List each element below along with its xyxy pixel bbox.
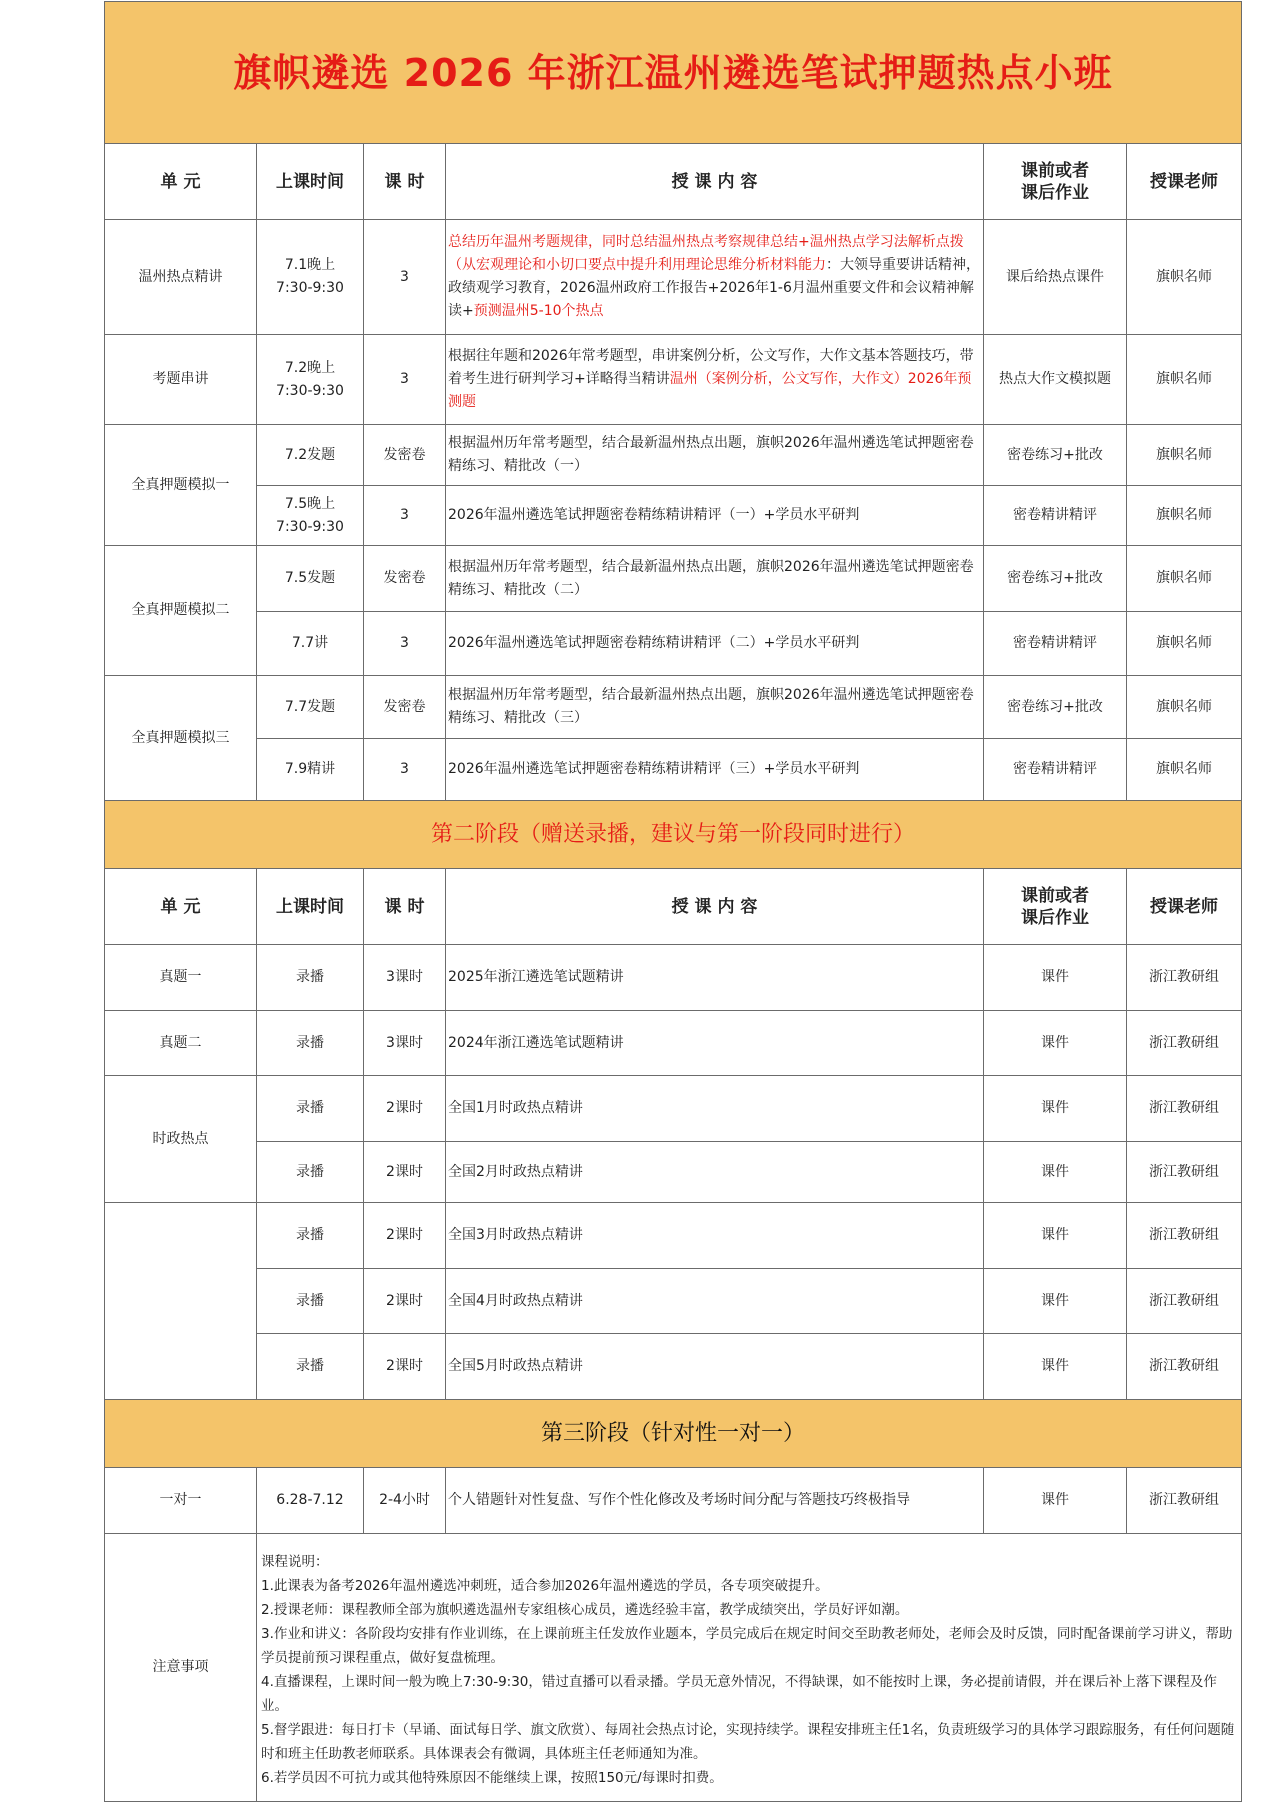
- hours-cell: 发密卷: [364, 425, 446, 486]
- content-cell: [446, 335, 984, 425]
- content-cell: 全国1月时政热点精讲: [446, 1076, 984, 1142]
- teacher-cell: 旗帜名师: [1127, 425, 1242, 486]
- teacher-cell: 旗帜名师: [1127, 739, 1242, 801]
- teacher-cell: 浙江教研组: [1127, 1468, 1242, 1534]
- homework-cell: 密卷精讲精评: [984, 486, 1127, 546]
- time-cell: 7.5发题: [257, 546, 364, 612]
- teacher-cell: 浙江教研组: [1127, 1334, 1242, 1400]
- time-cell: [257, 486, 364, 546]
- note-item: 1.此课表为备考2026年温州遴选冲刺班，适合参加2026年温州遴选的学员，各专项突破提升。: [261, 1578, 829, 1594]
- time-cell: 7.9精讲: [257, 739, 364, 801]
- content-cell: 2025年浙江遴选笔试题精讲: [446, 945, 984, 1011]
- content-highlight: 温州（案例分析，公文写作，大作文）2026年预测题: [448, 371, 972, 410]
- unit-cell: 全真押题模拟三: [105, 676, 257, 801]
- time-line: 7:30-9:30: [276, 280, 344, 296]
- hours-cell: 3: [364, 486, 446, 546]
- header-unit: 单 元: [105, 869, 257, 945]
- time-cell: 录播: [257, 1142, 364, 1203]
- hours-cell: 2-4小时: [364, 1468, 446, 1534]
- time-line: 7:30-9:30: [276, 518, 344, 535]
- hours-cell: 发密卷: [364, 546, 446, 612]
- header-time: 上课时间: [257, 144, 364, 220]
- note-item: 6.若学员因不可抗力或其他特殊原因不能继续上课，按照150元/每课时扣费。: [261, 1770, 723, 1786]
- homework-cell: 课件: [984, 1334, 1127, 1400]
- hours-cell: 3: [364, 612, 446, 676]
- note-item: 4.直播课程，上课时间一般为晚上7:30-9:30，错过直播可以看录播。学员无意外情况，不得缺课，如不能按时上课，务必提前请假，并在课后补上落下课程及作业。: [261, 1674, 1217, 1714]
- content-highlight: 预测温州5-10个热点: [473, 303, 604, 319]
- notes-row: [105, 1534, 1242, 1802]
- homework-cell: 课件: [984, 1142, 1127, 1203]
- unit-cell: 一对一: [105, 1468, 257, 1534]
- teacher-cell: 浙江教研组: [1127, 1269, 1242, 1334]
- hours-cell: 3课时: [364, 945, 446, 1011]
- course-notes: [257, 1534, 1242, 1802]
- table-row: [105, 546, 1242, 612]
- time-line: 7.5晚上: [284, 495, 336, 512]
- homework-cell: 课件: [984, 1468, 1127, 1534]
- teacher-cell: 旗帜名师: [1127, 335, 1242, 425]
- table-row: [105, 486, 1242, 546]
- hours-cell: 3: [364, 739, 446, 801]
- hours-cell: 2课时: [364, 1142, 446, 1203]
- header-teacher: 授课老师: [1127, 869, 1242, 945]
- content-cell: 根据温州历年常考题型，结合最新温州热点出题，旗帜2026年温州遴选笔试押题密卷精练习、精批改（一）: [446, 425, 984, 486]
- time-cell: 录播: [257, 1203, 364, 1269]
- time-cell: [257, 220, 364, 335]
- time-cell: 录播: [257, 1334, 364, 1400]
- homework-cell: 密卷精讲精评: [984, 612, 1127, 676]
- content-cell: 根据温州历年常考题型，结合最新温州热点出题，旗帜2026年温州遴选笔试押题密卷精练习、精批改（二）: [446, 546, 984, 612]
- homework-cell: 密卷练习+批改: [984, 425, 1127, 486]
- content-cell: 个人错题针对性复盘、写作个性化修改及考场时间分配与答题技巧终极指导: [446, 1468, 984, 1534]
- content-cell: 全国2月时政热点精讲: [446, 1142, 984, 1203]
- unit-cell: 全真押题模拟一: [105, 425, 257, 546]
- content-cell: 全国5月时政热点精讲: [446, 1334, 984, 1400]
- homework-cell: 课件: [984, 945, 1127, 1011]
- table-row: [105, 676, 1242, 739]
- time-line: 7:30-9:30: [276, 382, 344, 399]
- header-homework-line1: 课前或者: [1021, 160, 1089, 181]
- teacher-cell: 旗帜名师: [1127, 612, 1242, 676]
- header-time: 上课时间: [257, 869, 364, 945]
- teacher-cell: 旗帜名师: [1127, 546, 1242, 612]
- content-cell: 全国4月时政热点精讲: [446, 1269, 984, 1334]
- hours-cell: 2课时: [364, 1269, 446, 1334]
- header-hours: 课 时: [364, 144, 446, 220]
- table-row: [105, 1468, 1242, 1534]
- table-row: [105, 1203, 1242, 1269]
- teacher-cell: 旗帜名师: [1127, 486, 1242, 546]
- homework-cell: 密卷练习+批改: [984, 546, 1127, 612]
- header-content: 授 课 内 容: [446, 144, 984, 220]
- content-cell: 全国3月时政热点精讲: [446, 1203, 984, 1269]
- content-text: 根据往年题和2026年常考题型，串讲案例分析，公文写作，大作文基本答题技巧，带着考生进行研判学习+详略得当精讲: [448, 348, 974, 387]
- content-cell: 2026年温州遴选笔试押题密卷精练精讲精评（三）+学员水平研判: [446, 739, 984, 801]
- header-homework-line2: 课后作业: [1021, 182, 1089, 203]
- schedule-table: [104, 1, 1242, 1802]
- table-row: [105, 1142, 1242, 1203]
- note-item: 2.授课老师：课程教师全部为旗帜遴选温州专家组核心成员，遴选经验丰富，教学成绩突出，学员好评如潮。: [261, 1602, 909, 1618]
- time-cell: 录播: [257, 1011, 364, 1076]
- teacher-cell: 浙江教研组: [1127, 1076, 1242, 1142]
- table-row: [105, 425, 1242, 486]
- header-homework-line1: 课前或者: [1021, 885, 1089, 906]
- content-cell: 2026年温州遴选笔试押题密卷精练精讲精评（一）+学员水平研判: [446, 486, 984, 546]
- unit-cell: 时政热点: [105, 1076, 257, 1203]
- teacher-cell: 旗帜名师: [1127, 220, 1242, 335]
- hours-cell: 3课时: [364, 1011, 446, 1076]
- content-cell: 2026年温州遴选笔试押题密卷精练精讲精评（二）+学员水平研判: [446, 612, 984, 676]
- time-line: 7.1晚上: [284, 257, 336, 273]
- table-header-row: [105, 144, 1242, 220]
- teacher-cell: 浙江教研组: [1127, 1203, 1242, 1269]
- teacher-cell: 浙江教研组: [1127, 1011, 1242, 1076]
- time-cell: 6.28-7.12: [257, 1468, 364, 1534]
- table-row: [105, 1334, 1242, 1400]
- unit-cell: 考题串讲: [105, 335, 257, 425]
- hours-cell: 3: [364, 220, 446, 335]
- stage-row: [105, 1400, 1242, 1468]
- teacher-cell: 旗帜名师: [1127, 676, 1242, 739]
- header-teacher: 授课老师: [1127, 144, 1242, 220]
- homework-cell: 课件: [984, 1011, 1127, 1076]
- table-row: [105, 739, 1242, 801]
- header-hours: 课 时: [364, 869, 446, 945]
- homework-cell: 密卷练习+批改: [984, 676, 1127, 739]
- time-cell: 录播: [257, 1269, 364, 1334]
- unit-cell: 真题二: [105, 1011, 257, 1076]
- time-line: 7.2晚上: [284, 359, 336, 376]
- unit-cell: 温州热点精讲: [105, 220, 257, 335]
- stage-row: [105, 801, 1242, 869]
- page-title: 旗帜遴选 2026 年浙江温州遴选笔试押题热点小班: [105, 2, 1242, 144]
- note-item: 3.作业和讲义：各阶段均安排有作业训练，在上课前班主任发放作业题本，学员完成后在规定时间交至助教老师处，老师会及时反馈，同时配备课前学习讲义，帮助学员提前预习课程重点，做好复盘梳理。: [261, 1626, 1233, 1666]
- header-unit: 单 元: [105, 144, 257, 220]
- notes-heading: 课程说明：: [261, 1554, 329, 1570]
- time-cell: [257, 335, 364, 425]
- table-header-row: [105, 869, 1242, 945]
- time-cell: 7.7发题: [257, 676, 364, 739]
- hours-cell: 2课时: [364, 1203, 446, 1269]
- table-row: [105, 335, 1242, 425]
- hours-cell: 2课时: [364, 1076, 446, 1142]
- unit-cell: 真题一: [105, 945, 257, 1011]
- notes-label: 注意事项: [105, 1534, 257, 1802]
- time-cell: 7.7讲: [257, 612, 364, 676]
- content-cell: 2024年浙江遴选笔试题精讲: [446, 1011, 984, 1076]
- homework-cell: 课件: [984, 1269, 1127, 1334]
- content-text: ：大领导重要讲话精神，政绩观学习教育，2026温州政府工作报告+2026年1-6月温州重要文件和会议精神解读+: [448, 257, 980, 319]
- table-row: [105, 612, 1242, 676]
- title-row: [105, 2, 1242, 144]
- teacher-cell: 浙江教研组: [1127, 1142, 1242, 1203]
- content-cell: 根据温州历年常考题型，结合最新温州热点出题，旗帜2026年温州遴选笔试押题密卷精练习、精批改（三）: [446, 676, 984, 739]
- table-row: [105, 1269, 1242, 1334]
- note-item: 5.督学跟进：每日打卡（早诵、面试每日学、旗文欣赏）、每周社会热点讨论，实现持续学。课程安排班主任1名，负责班级学习的具体学习跟踪服务，有任何问题随时和班主任助教老师联系。具体课表会有微调，具体班主任老师通知为准。: [261, 1722, 1235, 1762]
- header-homework: [984, 144, 1127, 220]
- time-cell: 录播: [257, 1076, 364, 1142]
- hours-cell: 发密卷: [364, 676, 446, 739]
- table-row: [105, 1011, 1242, 1076]
- header-homework-line2: 课后作业: [1021, 907, 1089, 928]
- hours-cell: 2课时: [364, 1334, 446, 1400]
- unit-cell: 全真押题模拟二: [105, 546, 257, 676]
- table-row: [105, 945, 1242, 1011]
- homework-cell: 热点大作文模拟题: [984, 335, 1127, 425]
- stage2-title: 第二阶段（赠送录播，建议与第一阶段同时进行）: [105, 801, 1242, 869]
- homework-cell: 课后给热点课件: [984, 220, 1127, 335]
- hours-cell: 3: [364, 335, 446, 425]
- teacher-cell: 浙江教研组: [1127, 945, 1242, 1011]
- homework-cell: 课件: [984, 1203, 1127, 1269]
- homework-cell: 密卷精讲精评: [984, 739, 1127, 801]
- stage3-title: 第三阶段（针对性一对一）: [105, 1400, 1242, 1468]
- time-cell: 7.2发题: [257, 425, 364, 486]
- content-highlight: 总结历年温州考题规律，同时总结温州热点考察规律总结+温州热点学习法解析点拨（从宏观理论和小切口要点中提升利用理论思维分析材料能力: [448, 234, 964, 273]
- content-cell: [446, 220, 984, 335]
- homework-cell: 课件: [984, 1076, 1127, 1142]
- time-cell: 录播: [257, 945, 364, 1011]
- unit-cell: [105, 1203, 257, 1400]
- header-homework: [984, 869, 1127, 945]
- table-row: [105, 1076, 1242, 1142]
- table-row: [105, 220, 1242, 335]
- header-content: 授 课 内 容: [446, 869, 984, 945]
